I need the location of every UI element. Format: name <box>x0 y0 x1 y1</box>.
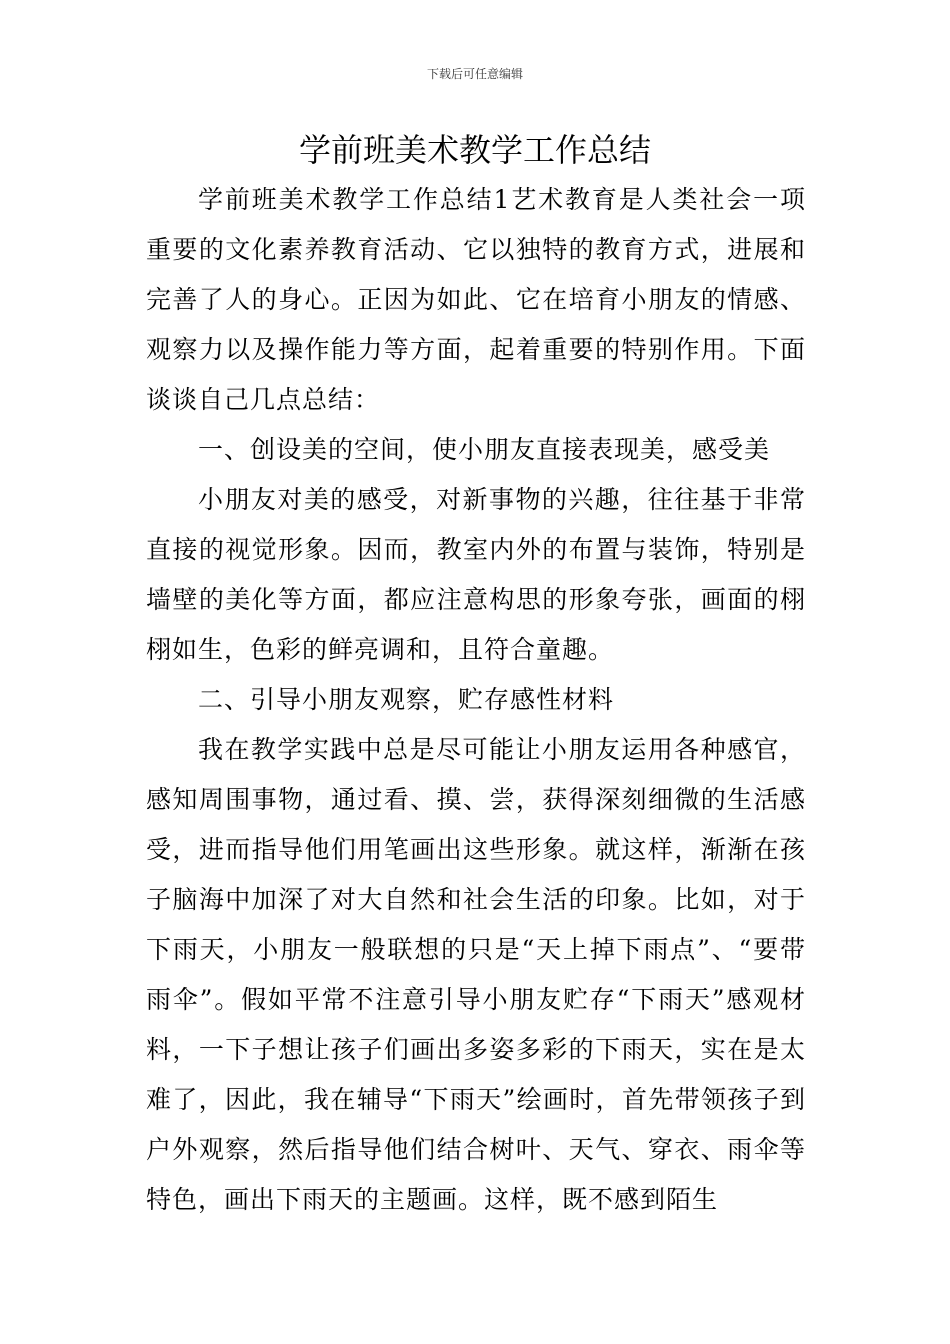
paragraph-section-1: 小朋友对美的感受，对新事物的兴趣，往往基于非常直接的视觉形象。因而，教室内外的布置与装饰，特别是墙壁的美化等方面，都应注意构思的形象夸张，画面的栩栩如生，色彩的鲜亮调和，且符合童趣。 <box>146 485 806 664</box>
document-title: 学前班美术教学工作总结 <box>298 131 651 169</box>
section-heading-1: 一、创设美的空间，使小朋友直接表现美，感受美 <box>198 435 771 464</box>
document-body <box>146 175 806 1225</box>
header-note: 下载后可任意编辑 <box>426 67 523 81</box>
paragraph-section-2: 我在教学实践中总是尽可能让小朋友运用各种感官，感知周围事物，通过看、摸、尝，获得深刻细微的生活感受，进而指导他们用笔画出这些形象。就这样，渐渐在孩子脑海中加深了对大自然和社会生活的印象。比如，对于下雨天，小朋友一般联想的只是“天上掉下雨点”、“要带雨伞”。假如平常不注意引导小朋友贮存“下雨天”感观材料，一下子想让孩子们画出多姿多彩的下雨天，实在是太难了，因此，我在辅导“下雨天”绘画时，首先带领孩子到户外观察，然后指导他们结合树叶、天气、穿衣、雨伞等特色，画出下雨天的主题画。这样，既不感到陌生 <box>146 735 806 1214</box>
paragraph-intro: 学前班美术教学工作总结1艺术教育是人类社会一项重要的文化素养教育活动、它以独特的教育方式，进展和完善了人的身心。正因为如此、它在培育小朋友的情感、观察力以及操作能力等方面，起着重要的特别作用。下面谈谈自己几点总结： <box>146 185 806 414</box>
section-heading-2: 二、引导小朋友观察，贮存感性材料 <box>198 685 615 714</box>
